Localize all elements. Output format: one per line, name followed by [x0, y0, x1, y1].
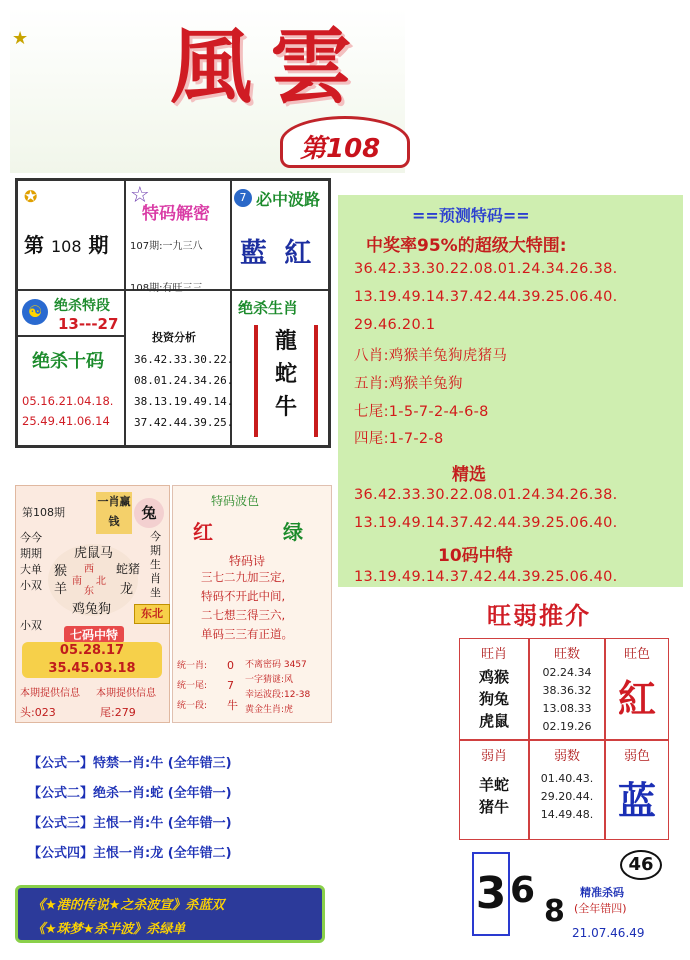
- foot-left-item: 统一段:: [177, 701, 208, 711]
- kill-ten-row: 25.49.41.06.14: [22, 414, 110, 428]
- zodiac-cell: [231, 290, 329, 446]
- formula-row: 【公式二】绝杀一肖:蛇 (全年错一): [28, 786, 232, 801]
- seven-ball-icon: 7: [234, 189, 252, 207]
- wang-xiao-item: 虎鼠: [478, 712, 509, 730]
- kill-ten-row: 05.16.21.04.18.: [22, 394, 114, 408]
- ten-title: 10码中特: [438, 546, 513, 566]
- section-cell: [17, 290, 125, 336]
- left-col-item: 今今: [20, 531, 42, 544]
- kill-ten-title: 绝杀十码: [32, 351, 104, 372]
- provided-head-label: 本期提供信息: [20, 688, 80, 699]
- ruo-shu-item: 14.49.48.: [540, 808, 594, 821]
- wave-red: 红: [193, 520, 213, 544]
- issue-label: [24, 229, 108, 258]
- formula-row: 【公式一】特禁一肖:牛 (全年错三): [28, 756, 232, 771]
- select-row: 13.19.49.14.37.42.44.39.25.06.40.: [354, 515, 618, 531]
- seven-codes: [22, 642, 162, 678]
- poem-title: 特码诗: [229, 554, 266, 568]
- center-left-2: 羊: [54, 582, 68, 597]
- zodiac-board: [15, 485, 170, 723]
- zodiac-value: 蛇: [274, 362, 297, 387]
- compass-east: 东: [84, 586, 94, 597]
- section-value: 13---27: [58, 315, 119, 333]
- issue-char-1: 第: [24, 233, 44, 257]
- wave-title: 必中波路: [256, 190, 321, 209]
- prediction-row: 29.46.20.1: [354, 317, 436, 333]
- left-col-item: 期期: [20, 547, 42, 560]
- foot-right-item: 一字猜谜:风: [245, 675, 294, 685]
- foot-value: 0: [227, 659, 234, 672]
- ruo-se-head: 弱色: [623, 749, 650, 764]
- foot-right-item: 不离密码 3457: [245, 660, 307, 670]
- wang-title: 旺弱推介: [487, 602, 591, 630]
- wave-cell: [231, 180, 329, 290]
- invest-row: 38.13.19.49.14.: [134, 395, 234, 408]
- foot-values: [227, 656, 238, 716]
- compass-north: 北: [96, 576, 106, 587]
- center-right: 蛇猪: [116, 562, 141, 576]
- center-bottom: 鸡兔狗: [72, 602, 112, 617]
- select-row: 36.42.33.30.22.08.01.24.34.26.38.: [354, 487, 618, 503]
- prediction-row: 36.42.33.30.22.08.01.24.34.26.38.: [354, 261, 618, 277]
- star-icon: ✪: [24, 187, 38, 206]
- kill-wave-banner: [15, 885, 325, 943]
- invest-row: 37.42.44.39.25.: [134, 416, 234, 429]
- four-tail: 四尾:1-7-2-8: [354, 431, 444, 447]
- foot-right: [245, 658, 310, 718]
- head-value: 头:023: [20, 706, 56, 719]
- ruo-xiao-cell: [459, 740, 529, 840]
- wang-xiao-item: 鸡猴: [478, 668, 509, 686]
- board-right-col: 今期生肖坐: [150, 530, 161, 599]
- poem-line: 特码不开此中间,: [201, 589, 286, 603]
- foot-right-item: 黄金生肖:虎: [245, 705, 294, 715]
- board-issue: 第108期: [22, 506, 65, 519]
- invest-title: 投资分析: [152, 331, 196, 344]
- seven-row: 05.28.17: [59, 643, 125, 658]
- kill-digit: 6: [510, 870, 536, 911]
- formula-row: 【公式三】主恨一肖:牛 (全年错一): [28, 816, 232, 831]
- star-outline-icon: ☆: [130, 183, 150, 208]
- issue-number: 第108: [300, 134, 381, 164]
- formula-row: 【公式四】主恨一肖:龙 (全年错二): [28, 846, 232, 861]
- kill-digit: 3: [472, 852, 510, 936]
- invest-row: 08.01.24.34.26.: [134, 374, 234, 387]
- kill-values: 21.07.46.49: [572, 926, 645, 940]
- wave-colors: 藍 紅: [240, 238, 316, 269]
- poem-line: 三七二九加三定,: [201, 570, 286, 584]
- wang-se-cell: [605, 638, 669, 740]
- invest-row: 36.42.33.30.22.: [134, 353, 234, 366]
- wang-shu-item: 38.36.32: [542, 684, 592, 697]
- wang-shu-item: 13.08.33: [542, 702, 592, 715]
- banner-row: 《★港的传说★之杀波宣》杀蓝双: [32, 898, 225, 913]
- kill-digit: 8: [544, 894, 565, 929]
- foot-left-item: 统一尾:: [177, 681, 208, 691]
- poem-line: 二七想三得三六,: [201, 608, 286, 622]
- left-col-item: 小双: [20, 579, 42, 592]
- wang-xiao-head: 旺肖: [480, 647, 507, 662]
- ruo-xiao-item: 猪牛: [478, 798, 509, 816]
- provided-tail-label: 本期提供信息: [96, 688, 156, 699]
- wang-shu-head: 旺数: [553, 647, 580, 662]
- zodiac-values: [254, 325, 318, 437]
- wang-shu-item: 02.19.26: [542, 720, 592, 733]
- zodiac-title: 绝杀生肖: [238, 299, 299, 317]
- kill-sub: (全年错四): [574, 902, 627, 915]
- wang-xiao-item: 狗兔: [478, 690, 509, 708]
- board2-title: 特码波色: [211, 494, 260, 508]
- ruo-shu-head: 弱数: [553, 749, 580, 764]
- strong-weak-table: [455, 592, 675, 842]
- ruo-shu-item: 01.40.43.: [540, 772, 594, 785]
- zodiac-value: 龍: [274, 329, 297, 354]
- center-right-2: 龙: [120, 582, 134, 597]
- left-col-item: 小双: [20, 619, 42, 632]
- corner-star-icon: ★: [12, 28, 29, 49]
- center-left: 猴: [54, 564, 68, 579]
- seven-row: 35.45.03.18: [48, 661, 136, 676]
- ruo-xiao-item: 羊蛇: [478, 776, 509, 794]
- formula-box: [18, 742, 338, 870]
- kill-badge: 46: [620, 850, 662, 880]
- one-zodiac-value: 兔: [134, 498, 164, 528]
- five-zodiac: 五肖:鸡猴羊兔狗: [354, 376, 463, 392]
- prediction-title: ==预测特码==: [412, 206, 530, 225]
- wave-green: 绿: [283, 520, 303, 544]
- foot-value: 牛: [227, 699, 238, 712]
- poem-lines: [201, 568, 293, 644]
- compass-south: 南: [72, 576, 82, 587]
- seven-title: 七码中特: [64, 626, 124, 643]
- compass-west: 西: [84, 564, 94, 575]
- issue-num: 108: [50, 237, 82, 256]
- issue-char-2: 期: [88, 233, 109, 257]
- foot-left: [177, 656, 207, 716]
- foot-right-item: 幸运波段:12-38: [245, 690, 311, 700]
- kill-title: 精准杀码: [580, 886, 624, 899]
- tema-line-1: 107期:一九三八: [130, 241, 203, 252]
- ruo-xiao-values: [460, 774, 528, 818]
- wang-se-value: 紅: [617, 677, 656, 721]
- wave-board: [172, 485, 332, 723]
- issue-cell: [17, 180, 125, 290]
- invest-cell: [125, 290, 234, 446]
- wang-shu-cell: [529, 638, 605, 740]
- foot-left-item: 统一肖:: [177, 661, 208, 671]
- zodiac-value: 牛: [274, 395, 297, 420]
- info-grid: [15, 178, 331, 448]
- kill-ten-cell: [17, 336, 125, 446]
- center-top: 虎鼠马: [74, 546, 114, 561]
- wang-shu-values: [530, 664, 604, 736]
- board-left-col: [20, 530, 50, 634]
- ruo-xiao-head: 弱肖: [480, 749, 507, 764]
- tema-line-2: 108期:有旺三三: [130, 283, 203, 294]
- tema-cell: [125, 180, 231, 294]
- yinyang-icon: ☯: [22, 299, 48, 325]
- ruo-shu-cell: [529, 740, 605, 840]
- left-col-item: 大单: [20, 563, 42, 576]
- section-title: 绝杀特段: [54, 298, 110, 314]
- prediction-panel: [338, 195, 683, 587]
- poem-line: 单码三三有正道。: [201, 627, 293, 641]
- tail-value: 尾:279: [100, 706, 136, 719]
- ruo-shu-item: 29.20.44.: [540, 790, 594, 803]
- ruo-shu-values: [530, 770, 604, 824]
- invest-rows: [134, 349, 233, 433]
- one-zodiac-label: 一肖赢钱: [96, 492, 132, 534]
- foot-value: 7: [227, 679, 234, 692]
- seven-tail: 七尾:1-5-7-2-4-6-8: [354, 404, 489, 420]
- wang-shu-item: 02.24.34: [542, 666, 592, 679]
- eight-zodiac: 八肖:鸡猴羊兔狗虎猪马: [354, 348, 508, 364]
- ten-row: 13.19.49.14.37.42.44.39.25.06.40.: [354, 569, 618, 585]
- select-title: 精选: [452, 465, 486, 485]
- prediction-row: 13.19.49.14.37.42.44.39.25.06.40.: [354, 289, 618, 305]
- ruo-se-value: 蓝: [617, 779, 656, 823]
- page-title: 風雲: [170, 19, 371, 115]
- direction-badge: 东北: [134, 604, 170, 624]
- wang-se-head: 旺色: [623, 647, 650, 662]
- prediction-subtitle: 中奖率95%的超级大特围:: [366, 236, 567, 256]
- wang-xiao-values: [460, 666, 528, 732]
- kill-ten-rows: [22, 391, 113, 431]
- wang-xiao-cell: [459, 638, 529, 740]
- banner-row: 《★珠梦★杀半波》杀绿单: [32, 922, 186, 937]
- ruo-se-cell: [605, 740, 669, 840]
- tema-title: 特码解密: [142, 204, 210, 224]
- kill-code-box: [468, 848, 678, 946]
